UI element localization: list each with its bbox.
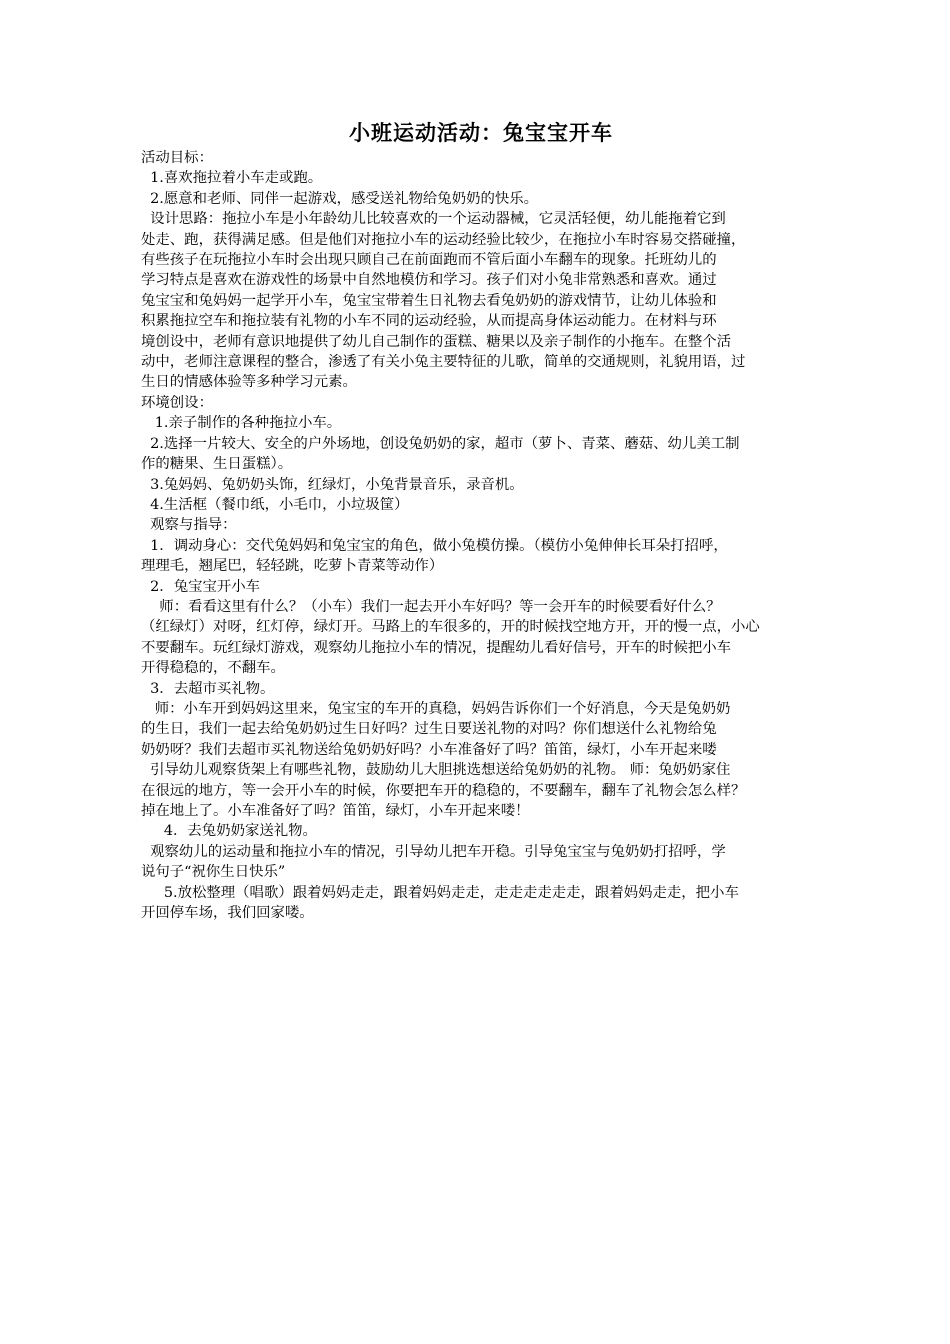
body-line: 2.选择一片较大、安全的户外场地，创设兔奶奶的家，超市（萝卜、青菜、蘑菇、幼儿美工制 <box>141 435 740 452</box>
document-body <box>141 148 821 923</box>
body-line: 动中，老师注意课程的整合，渗透了有关小兔主要特征的儿歌，简单的交通规则，礼貌用语，过 <box>141 354 746 371</box>
body-line: 2.愿意和老师、同伴一起游戏，感受送礼物给兔奶奶的快乐。 <box>141 190 539 207</box>
body-line: 开得稳稳的，不翻车。 <box>141 660 285 677</box>
body-line: 生日的情感体验等多种学习元素。 <box>141 374 357 391</box>
body-line: 环境创设： <box>141 394 213 411</box>
body-line: 奶奶呀？我们去超市买礼物送给兔奶奶好吗？小车准备好了吗？笛笛，绿灯，小车开起来喽 <box>141 741 717 758</box>
body-line: 1.喜欢拖拉着小车走或跑。 <box>141 170 323 187</box>
body-line: 2．兔宝宝开小车 <box>141 578 261 595</box>
body-line: 开回停车场，我们回家喽。 <box>141 905 314 922</box>
body-line: 境创设中，老师有意识地提供了幼儿自己制作的蛋糕、糖果以及亲子制作的小拖车。在整个活 <box>141 333 732 350</box>
document-title: 小班运动活动：兔宝宝开车 <box>349 120 613 145</box>
body-line: 积累拖拉空车和拖拉装有礼物的小车不同的运动经验，从而提高身体运动能力。在材料与环 <box>141 313 717 330</box>
body-line: 有些孩子在玩拖拉小车时会出现只顾自己在前面跑而不管后面小车翻车的现象。托班幼儿的 <box>141 252 717 269</box>
body-line: 说句子“祝你生日快乐” <box>141 864 286 881</box>
body-line: 师：小车开到妈妈这里来，兔宝宝的车开的真稳，妈妈告诉你们一个好消息，今天是兔奶奶 <box>141 700 731 717</box>
body-line: 学习特点是喜欢在游戏性的场景中自然地模仿和学习。孩子们对小兔非常熟悉和喜欢。通过 <box>141 272 717 289</box>
body-line: 设计思路：拖拉小车是小年龄幼儿比较喜欢的一个运动器械，它灵活轻便，幼儿能拖着它到 <box>141 211 726 228</box>
body-line: 处走、跑，获得满足感。但是他们对拖拉小车的运动经验比较少，在拖拉小车时容易交搭碰撞， <box>141 231 746 248</box>
body-line: 兔宝宝和兔妈妈一起学开小车，兔宝宝带着生日礼物去看兔奶奶的游戏情节，让幼儿体验和 <box>141 292 717 309</box>
body-line: 引导幼儿观察货架上有哪些礼物，鼓励幼儿大胆挑选想送给兔奶奶的礼物。 师：兔奶奶家住 <box>141 762 731 779</box>
body-line: 观察幼儿的运动量和拖拉小车的情况，引导幼儿把车开稳。引导兔宝宝与兔奶奶打招呼，学 <box>141 843 726 860</box>
body-line: 活动目标： <box>141 150 213 166</box>
body-line: 1．调动身心：交代兔妈妈和兔宝宝的角色，做小兔模仿操。（模仿小兔伸伸长耳朵打招呼， <box>141 537 728 554</box>
body-line: 理理毛，翘尾巴，轻轻跳，吃萝卜青菜等动作） <box>141 558 444 575</box>
body-line: 作的糖果、生日蛋糕）。 <box>141 456 293 473</box>
body-line: 1.亲子制作的各种拖拉小车。 <box>141 415 342 432</box>
body-line: 3.兔妈妈、兔奶奶头饰，红绿灯，小兔背景音乐，录音机。 <box>141 476 524 493</box>
body-line: 4．去兔奶奶家送礼物。 <box>141 823 317 840</box>
body-line: 观察与指导： <box>141 517 237 534</box>
body-line: 4.生活框（餐巾纸，小毛巾，小垃圾筐） <box>141 496 409 513</box>
body-line: （红绿灯）对呀，红灯停，绿灯开。马路上的车很多的，开的时候找空地方开，开的慢一点，小心 <box>141 619 760 636</box>
body-line: 师：看看这里有什么？（小车）我们一起去开小车好吗？等一会开车的时候要看好什么？ <box>141 598 721 615</box>
body-line: 不要翻车。玩红绿灯游戏，观察幼儿拖拉小车的情况，提醒幼儿看好信号，开车的时候把小车 <box>141 639 732 656</box>
document-page <box>141 118 821 923</box>
body-line: 5.放松整理（唱歌）跟着妈妈走走，跟着妈妈走走，走走走走走走，跟着妈妈走走，把小车 <box>141 884 739 901</box>
body-line: 的生日，我们一起去给兔奶奶过生日好吗？过生日要送礼物的对吗？你们想送什么礼物给兔 <box>141 721 717 738</box>
body-line: 在很远的地方，等一会开小车的时候，你要把车开的稳稳的，不要翻车，翻车了礼物会怎么样？ <box>141 782 746 799</box>
body-line: 掉在地上了。小车准备好了吗？笛笛，绿灯，小车开起来喽！ <box>141 803 530 819</box>
body-line: 3．去超市买礼物。 <box>141 680 275 697</box>
